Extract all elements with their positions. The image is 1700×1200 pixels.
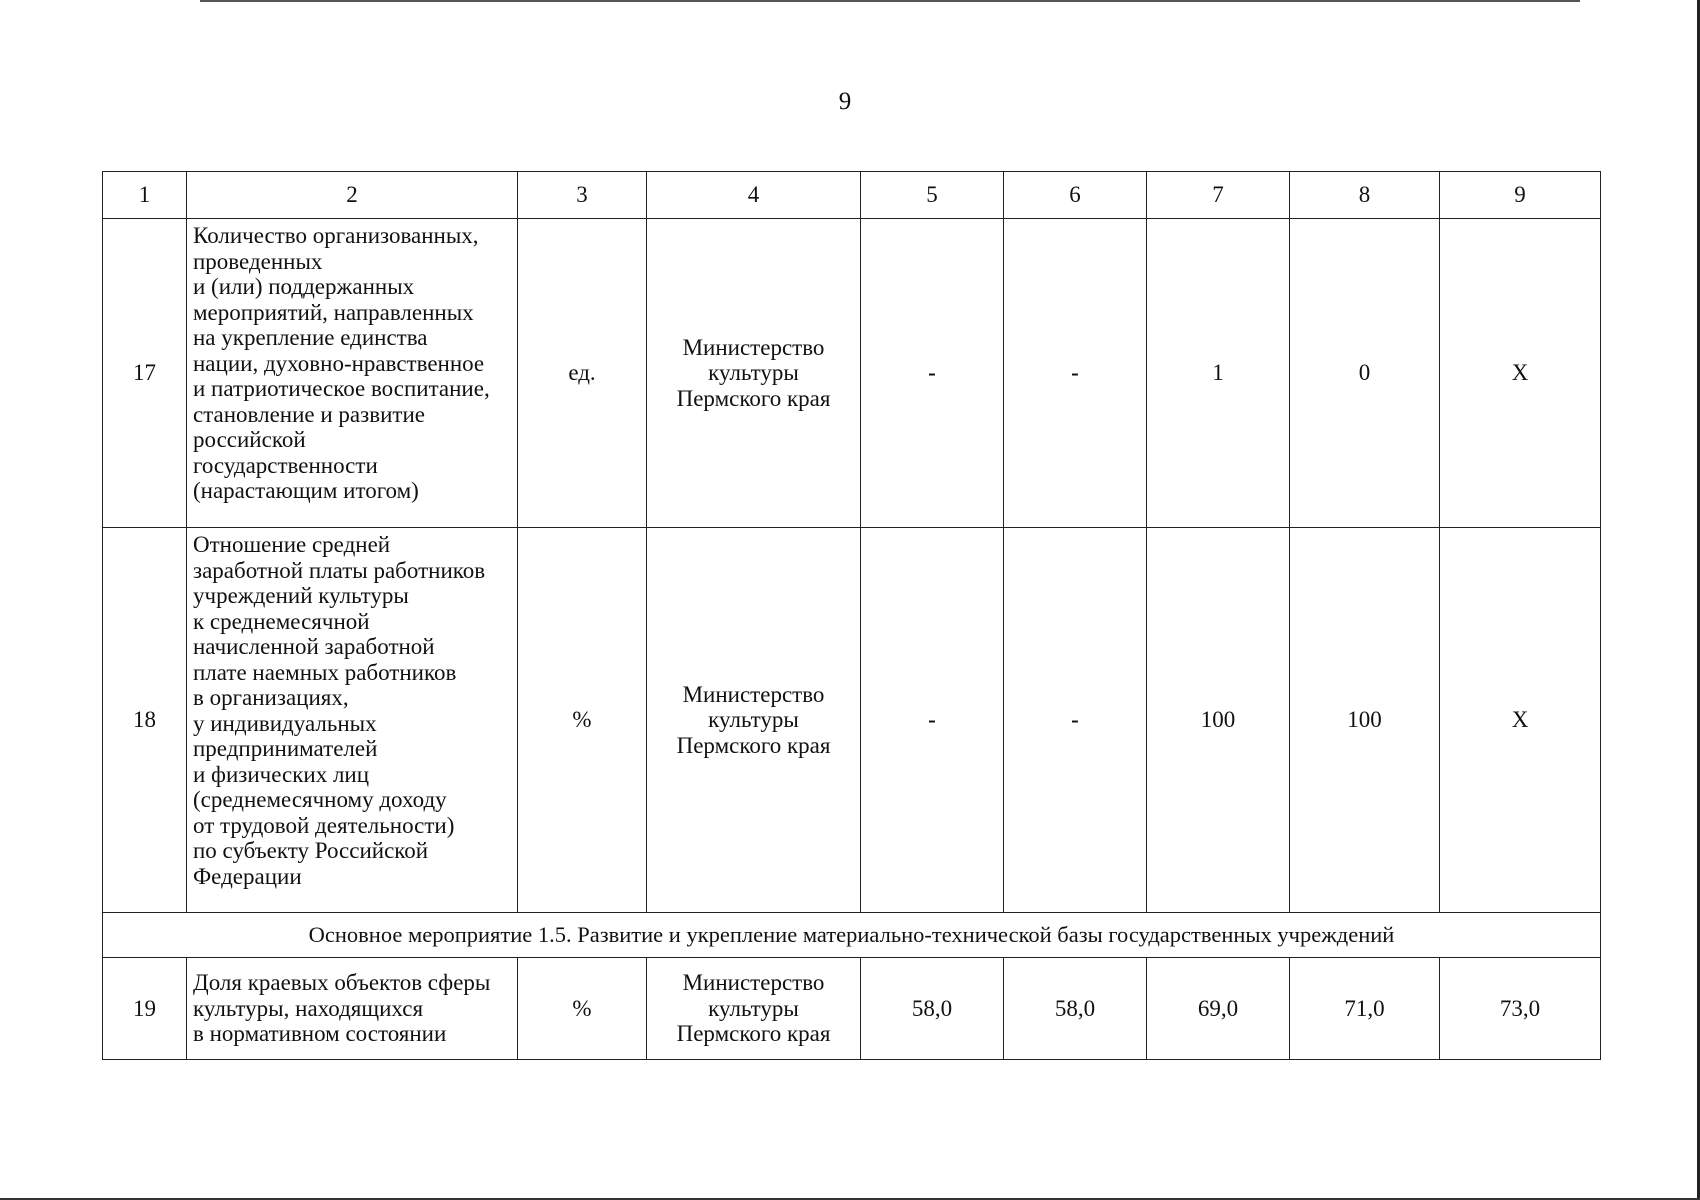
table-header-row [103,172,1601,219]
header-cell: 9 [1440,172,1601,219]
header-cell: 5 [861,172,1004,219]
value-cell: - [861,219,1004,528]
table-row [103,528,1601,913]
value-cell: - [861,528,1004,913]
row-number: 17 [103,219,187,528]
unit-cell: % [518,528,647,913]
header-cell: 6 [1004,172,1147,219]
header-cell: 3 [518,172,647,219]
page-number: 9 [838,88,852,115]
value-cell: X [1440,528,1601,913]
value-cell: - [1004,528,1147,913]
value-cell: X [1440,219,1601,528]
unit-cell: % [518,958,647,1060]
indicator-name: Количество организованных, проведенных и (или) поддержанных мероприятий, направленных на укрепление единства нации, духовно-нравственное и патриотическое воспитание, становление и развитие российской государственности (нарастающим итогом) [187,219,518,528]
executor-cell: Министерство культуры Пермского края [647,958,861,1060]
value-cell: 73,0 [1440,958,1601,1060]
value-cell: 71,0 [1290,958,1440,1060]
value-cell: 58,0 [1004,958,1147,1060]
table-row [103,958,1601,1060]
page-top-edge [200,0,1580,2]
section-title: Основное мероприятие 1.5. Развитие и укрепление материально-технической базы государственных учреждений [103,913,1601,958]
indicator-name: Доля краевых объектов сферы культуры, находящихся в нормативном состоянии [187,958,518,1060]
value-cell: 100 [1290,528,1440,913]
indicator-name: Отношение средней заработной платы работников учреждений культуры к среднемесячной начисленной заработной плате наемных работников в организациях, у индивидуальных предпринимателей и физических лиц (среднемесячному доходу от трудовой деятельности) по субъекту Российской Федерации [187,528,518,913]
unit-cell: ед. [518,219,647,528]
value-cell: 100 [1147,528,1290,913]
header-cell: 2 [187,172,518,219]
value-cell: 58,0 [861,958,1004,1060]
header-cell: 7 [1147,172,1290,219]
header-cell: 1 [103,172,187,219]
value-cell: 69,0 [1147,958,1290,1060]
row-number: 19 [103,958,187,1060]
executor-cell: Министерство культуры Пермского края [647,219,861,528]
value-cell: - [1004,219,1147,528]
header-cell: 4 [647,172,861,219]
executor-cell: Министерство культуры Пермского края [647,528,861,913]
section-row [103,913,1601,958]
row-number: 18 [103,528,187,913]
table-row [103,219,1601,528]
indicators-table [102,171,1601,1060]
value-cell: 1 [1147,219,1290,528]
value-cell: 0 [1290,219,1440,528]
header-cell: 8 [1290,172,1440,219]
